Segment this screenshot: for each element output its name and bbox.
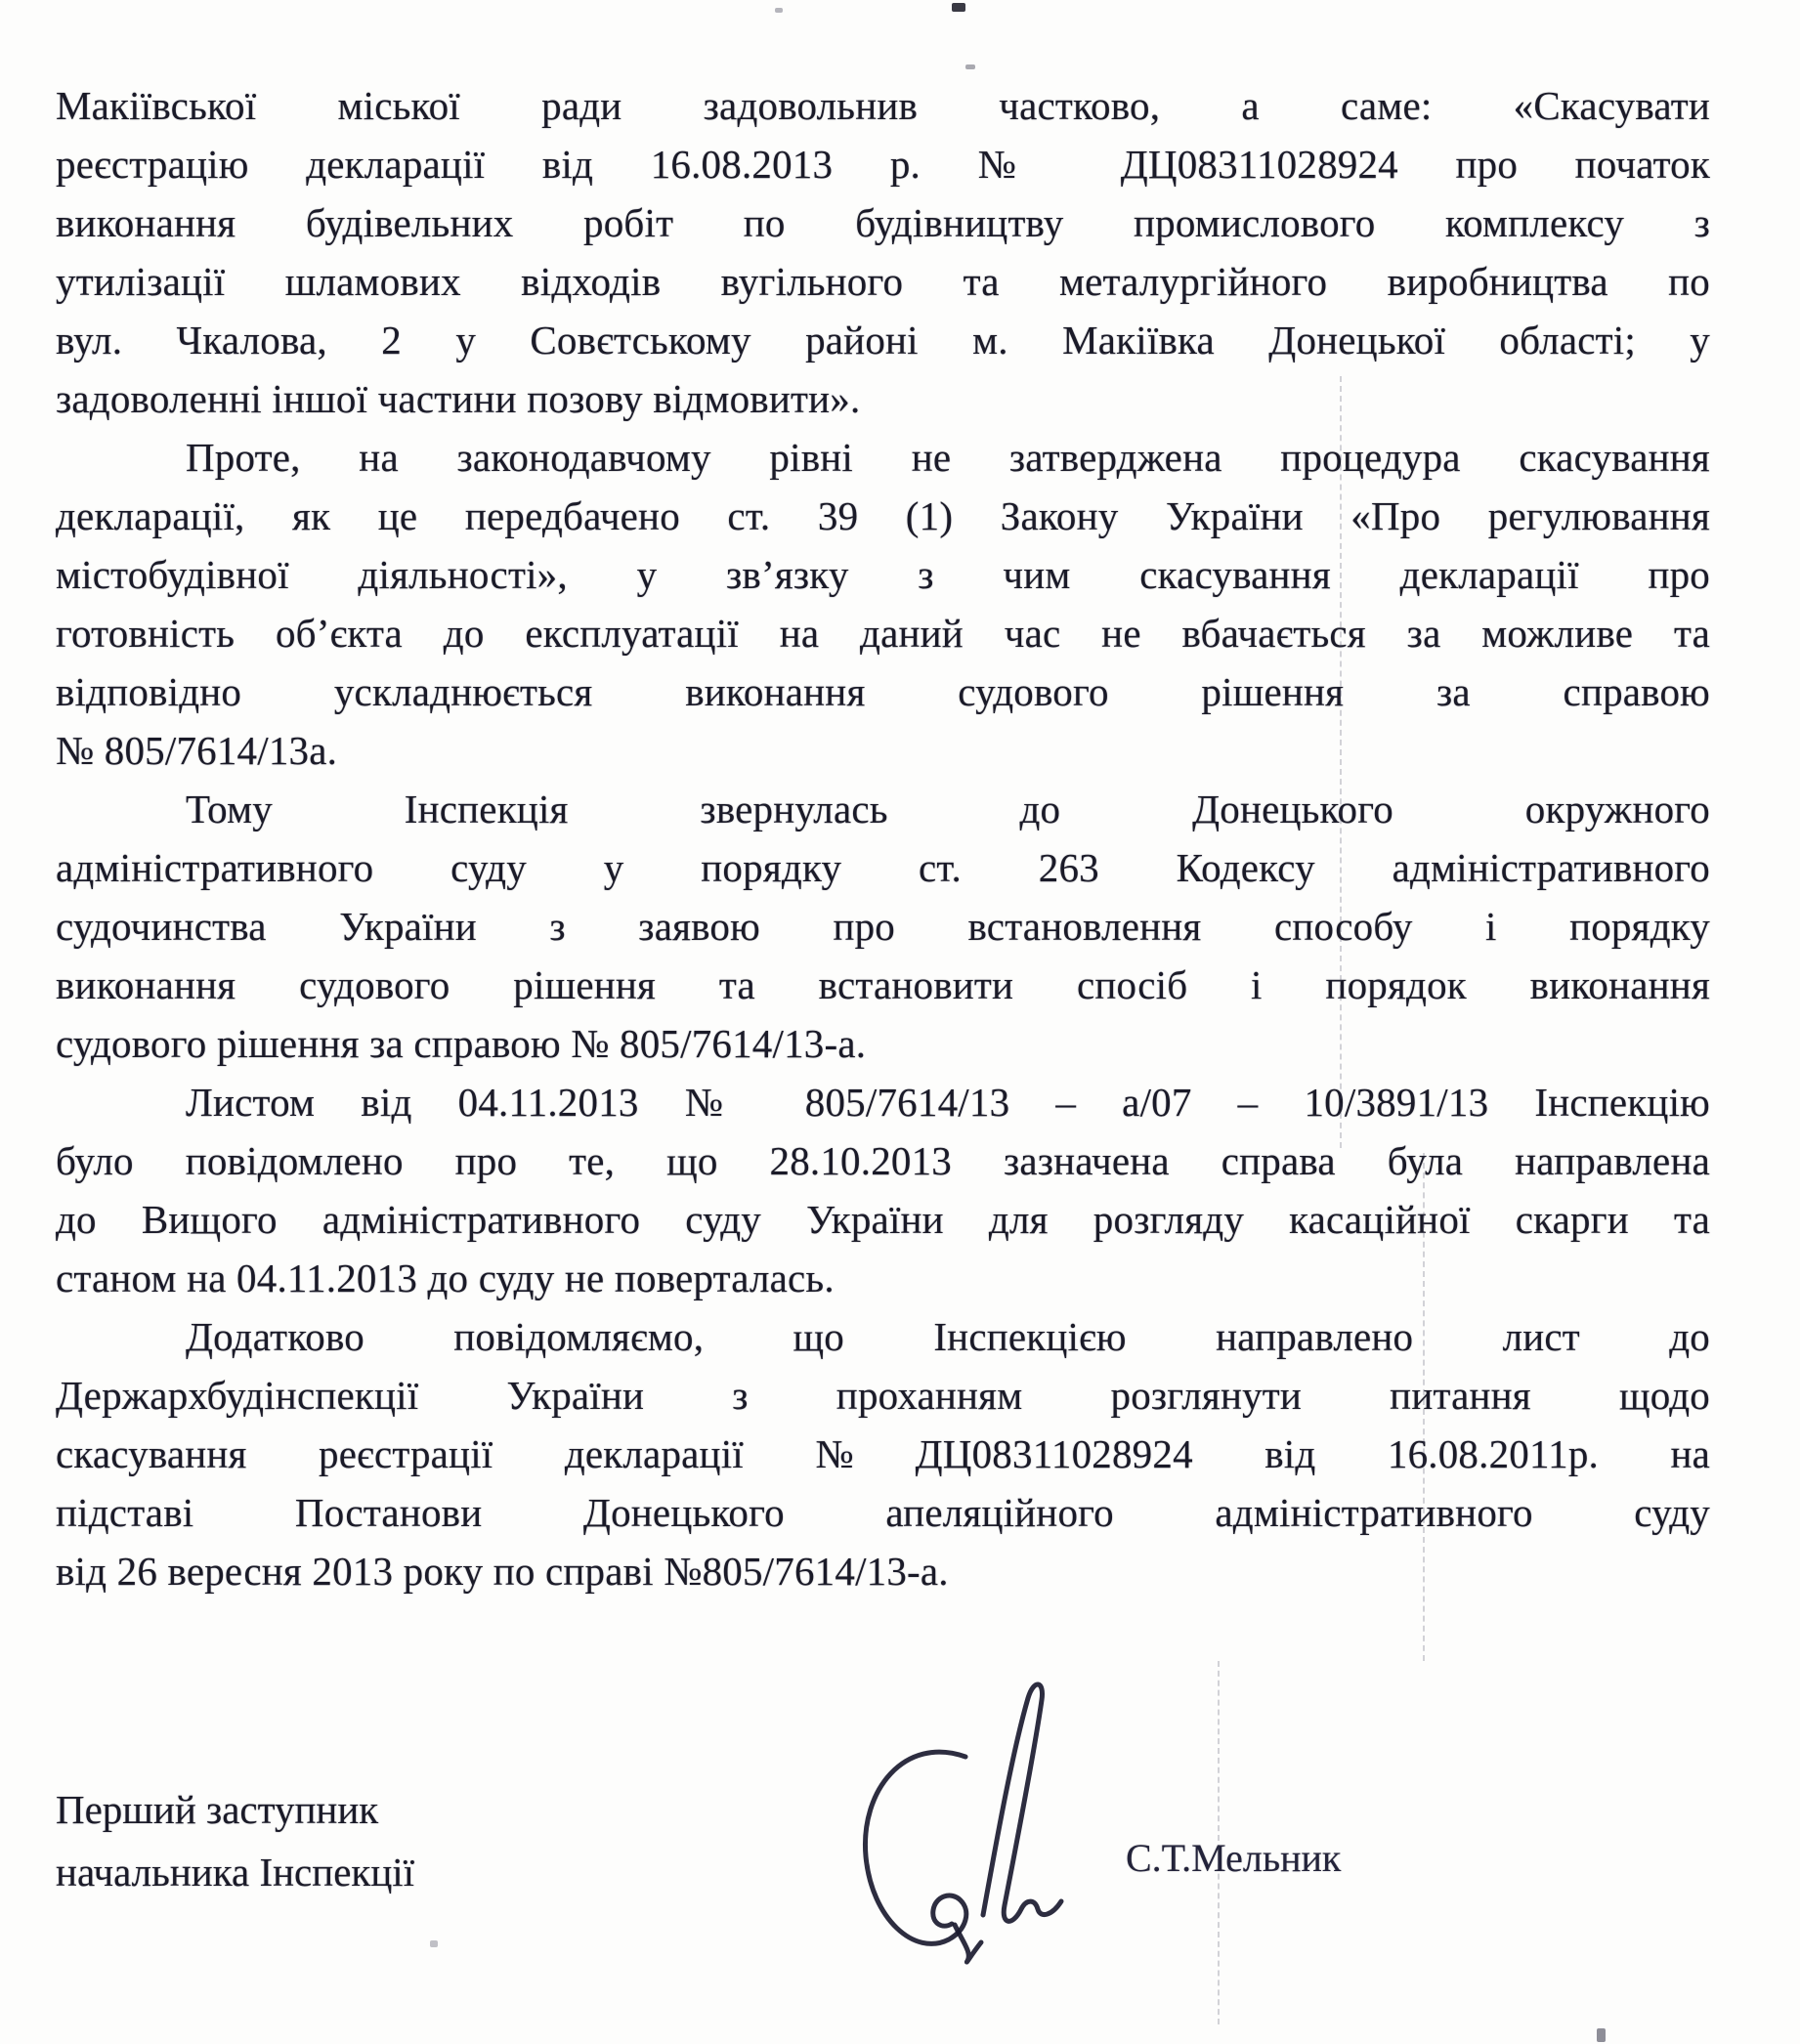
text-line: Проте, на законодавчому рівні не затверджена процедура скасування [186,435,1710,480]
text-line: задоволенні іншої частини позову відмовити». [56,376,861,421]
text-line: судового рішення за справою № 805/7614/13-а. [56,1021,867,1066]
text-line: скасування реєстрації декларації №ДЦ08311028924 від 16.08.2011р. на [56,1431,1710,1476]
letter-body-text [56,76,1710,1600]
text-line: утилізації шламових відходів вугільного та металургійного виробництва по [56,259,1710,304]
text-line: Держархбудінспекції України з проханням розглянути питання щодо [56,1373,1710,1418]
handwritten-signature-icon [836,1659,1159,1981]
text-line: містобудівної діяльності», у зв’язку з чим скасування декларації про [56,552,1710,597]
text-line: станом на 04.11.2013 до суду не поверталась. [56,1256,835,1300]
text-line: підставі Постанови Донецького апеляційного адміністративного суду [56,1490,1710,1535]
signatory-position [56,1778,414,1903]
text-line: від 26 вересня 2013 року по справі №805/7614/13-а. [56,1549,949,1594]
scan-crease-line [1218,1661,1220,2024]
text-line: № 805/7614/13а. [56,728,338,773]
scan-speck [1597,2028,1606,2042]
text-line: адміністративного суду у порядку ст. 263 Кодексу адміністративного [56,845,1710,890]
scan-speck [430,1940,438,1947]
text-line: реєстрацію декларації від 16.08.2013 р. № ДЦ08311028924 про початок [56,142,1710,187]
text-line: виконання будівельних робіт по будівництву промислового комплексу з [56,200,1710,245]
signatory-position-line1: Перший заступник [56,1787,379,1832]
text-line: Листом від 04.11.2013 № 805/7614/13 – а/07 – 10/3891/13 Інспекцію [186,1080,1710,1125]
text-line: декларації, як це передбачено ст. 39 (1) Закону України «Про регулювання [56,493,1710,538]
signatory-name: С.Т.Мельник [1126,1836,1342,1880]
scan-crease-line [1340,376,1342,1148]
scan-crease-line [1423,1153,1425,1661]
text-line: готовність об’єкта до експлуатації на даний час не вбачається за можливе та [56,611,1710,656]
text-line: Додатково повідомляємо, що Інспекцією направлено лист до [186,1314,1710,1359]
text-line: було повідомлено про те, що 28.10.2013 зазначена справа була направлена [56,1138,1710,1183]
text-line: до Вищого адміністративного суду України для розгляду касаційної скарги та [56,1197,1710,1242]
scan-speck [775,8,783,13]
text-line: судочинства України з заявою про встановлення способу і порядку [56,904,1710,949]
text-line: вул. Чкалова, 2 у Совєтському районі м. Макіївка Донецької області; у [56,318,1710,362]
scan-speck [965,64,975,69]
text-line: Макіївської міської ради задовольнив частково, а саме: «Скасувати [56,83,1710,128]
text-line: Тому Інспекція звернулась до Донецького окружного [186,787,1710,831]
text-line: виконання судового рішення та встановити спосіб і порядок виконання [56,962,1710,1007]
signatory-position-line2: начальника Інспекції [56,1850,415,1895]
scan-speck [952,3,965,12]
text-line: відповідно ускладнюється виконання судового рішення за справою [56,669,1710,714]
